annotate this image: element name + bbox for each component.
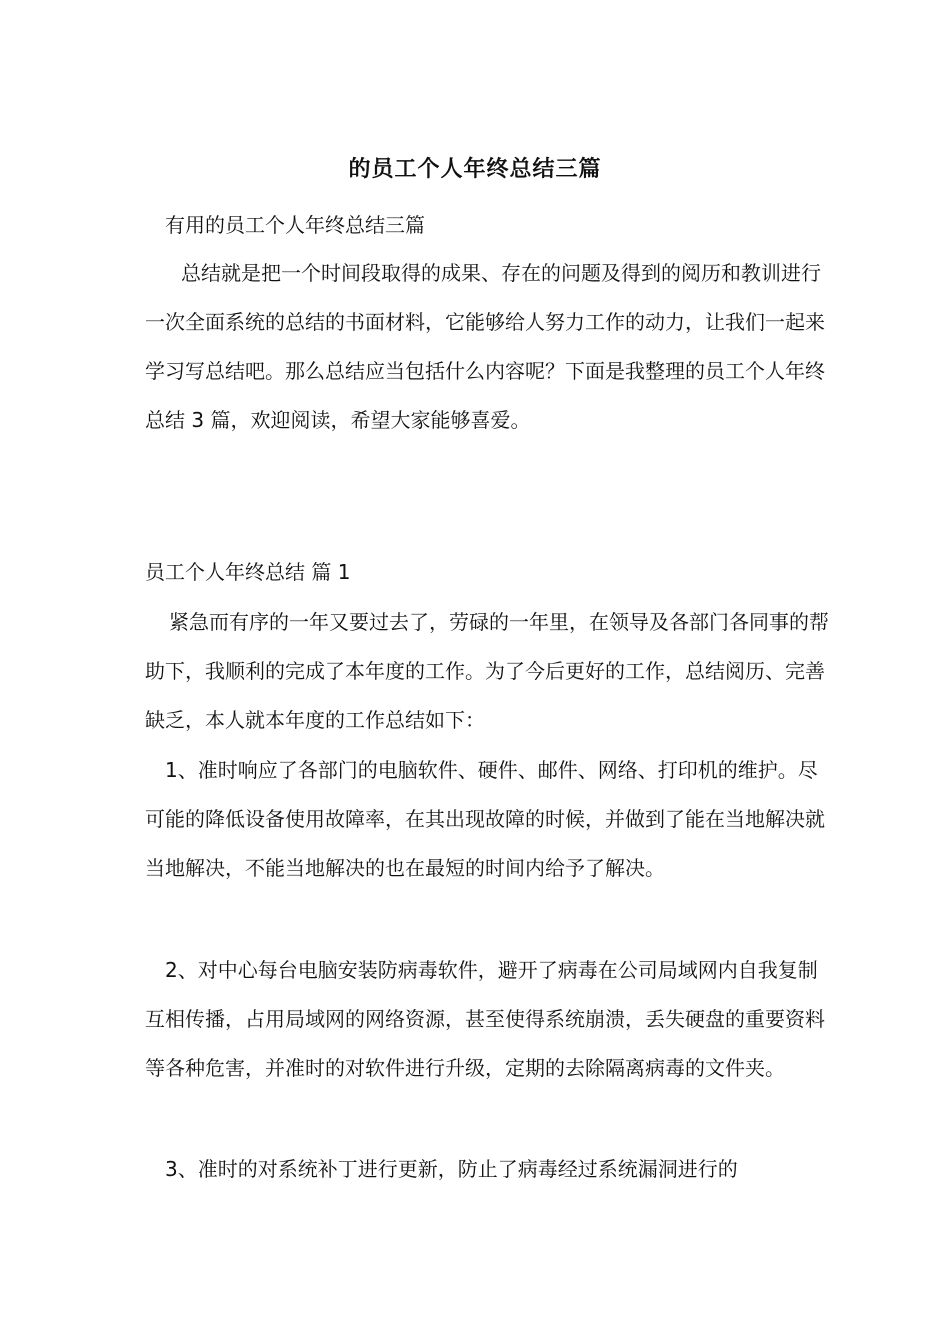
document-subtitle: 有用的员工个人年终总结三篇	[165, 213, 425, 237]
body-paragraph-opening: 紧急而有序的一年又要过去了，劳碌的一年里，在领导及各部门各同事的帮助下，我顺利的完成了本年度的工作。为了今后更好的工作，总结阅历、完善缺乏，本人就本年度的工作总结如下：	[145, 610, 829, 732]
list-item-3: 3、准时的对系统补丁进行更新，防止了病毒经过系统漏洞进行的	[165, 1157, 738, 1181]
list-item-2: 2、对中心每台电脑安装防病毒软件，避开了病毒在公司局域网内自我复制互相传播，占用局域网的网络资源，甚至使得系统崩溃，丢失硬盘的重要资料等各种危害，并准时的对软件进行升级，定期的去除隔离病毒的文件夹。	[145, 958, 825, 1080]
intro-paragraph: 总结就是把一个时间段取得的成果、存在的问题及得到的阅历和教训进行一次全面系统的总结的书面材料，它能够给人努力工作的动力，让我们一起来学习写总结吧。那么总结应当包括什么内容呢？下面是我整理的员工个人年终总结 3 篇，欢迎阅读，希望大家能够喜爱。	[145, 261, 825, 432]
document-title: 的员工个人年终总结三篇	[348, 157, 602, 182]
list-item-1: 1、准时响应了各部门的电脑软件、硬件、邮件、网络、打印机的维护。尽可能的降低设备使用故障率，在其出现故障的时候，并做到了能在当地解决就当地解决，不能当地解决的也在最短的时间内给予了解决。	[145, 758, 825, 880]
section-heading: 员工个人年终总结 篇 1	[145, 560, 351, 584]
